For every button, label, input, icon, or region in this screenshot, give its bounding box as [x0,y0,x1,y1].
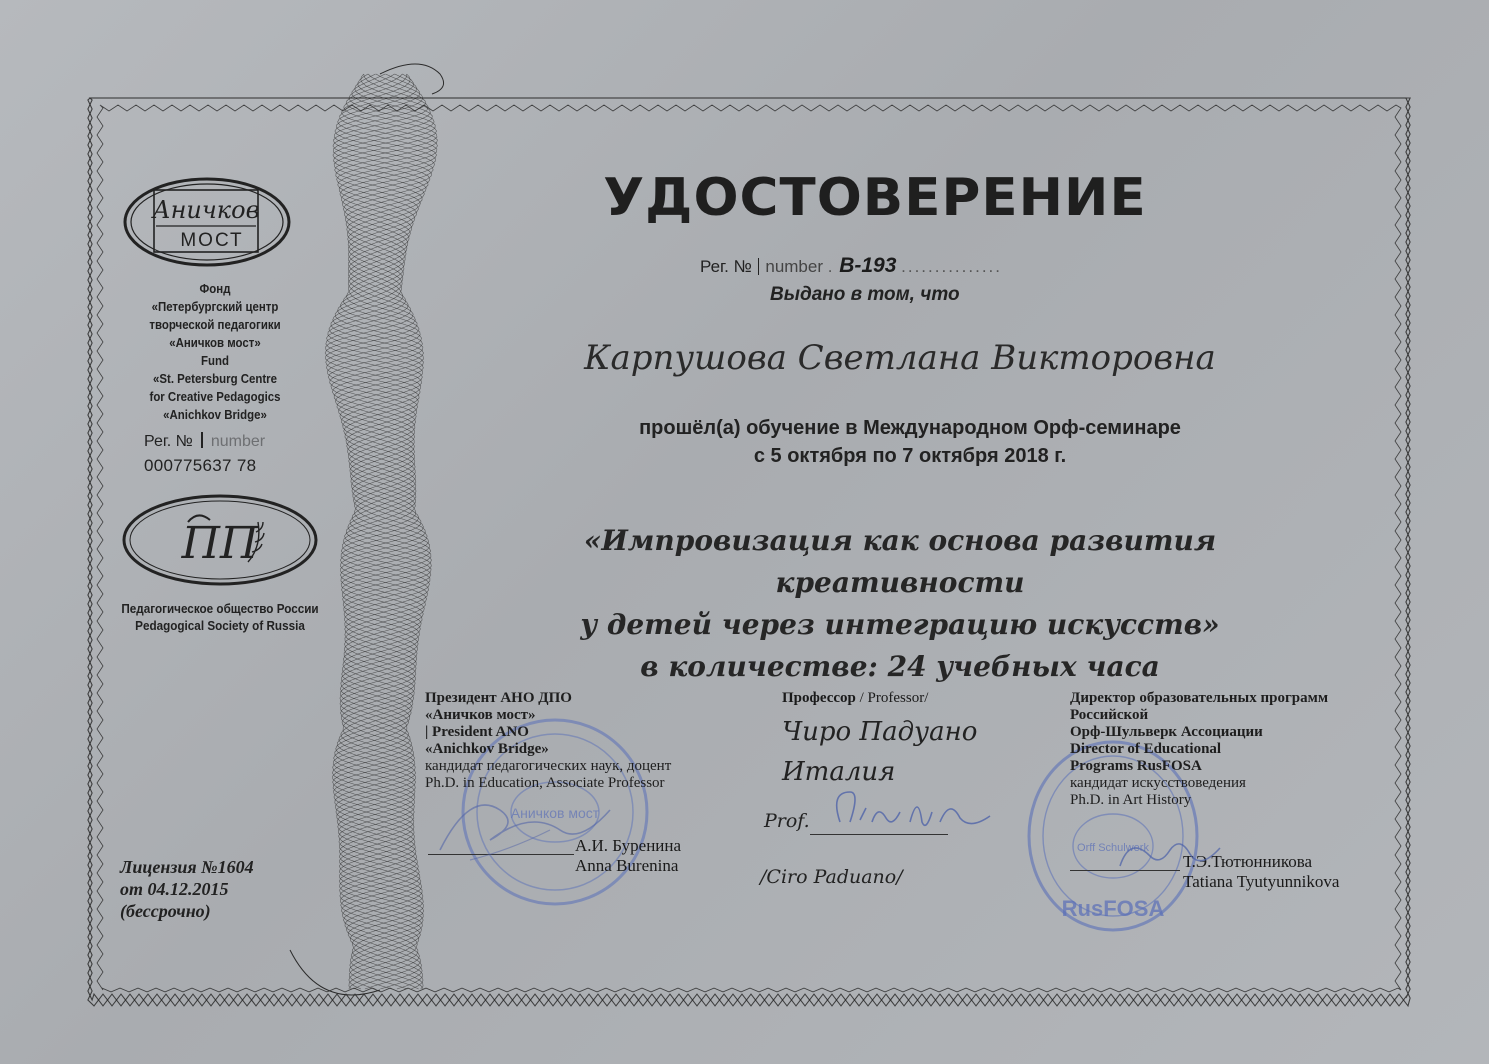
logo-anichkov-word: Аничков [152,196,260,224]
society-name [112,600,328,634]
society-line-en: Pedagogical Society of Russia [135,618,305,633]
professor-title-ru: Профессор [782,690,856,706]
fund-line: Fund [201,353,229,368]
main-registration [700,254,1002,278]
president-title-ru: Президент АНО ДПО [425,690,572,706]
left-reg-label: Рег. № [144,433,193,450]
director-org-ru-2: Орф-Шульверк Ассоциации [1070,724,1263,740]
president-degree-ru: кандидат педагогических наук, доцент [425,758,672,774]
main-reg-number-label: number [765,257,823,276]
president-signature-line [428,854,574,855]
fund-line: «Anichkov Bridge» [163,407,267,422]
president-name-en: Anna Burenina [575,856,679,875]
ribbon-strand [326,74,435,989]
course-title-line: «Импровизация как основа развития креативности [583,524,1217,599]
fund-line: «Аничков мост» [169,335,261,350]
left-reg-value: 000775637 78 [144,456,257,475]
president-title-en: | President ANO [425,724,529,740]
fund-line: for Creative Pedagogics [149,389,281,404]
professor-prof-label: Prof. [764,810,810,832]
ribbon-strand [330,74,438,989]
ribbon-strand [331,74,437,989]
course-title-line: у детей через интеграцию искусств» [580,608,1220,641]
logo-most-word: МОСТ [180,230,244,251]
fund-description [118,280,312,424]
stamp-left-text: Аничков мост [510,805,600,821]
ribbon-strand [326,74,433,989]
ribbon-strand [327,74,436,989]
main-reg-label: Рег. № [700,257,752,276]
fund-line: творческой педагогики [149,317,281,332]
director-name [1183,852,1339,892]
ribbon-strand [327,74,435,989]
society-line-ru: Педагогическое общество России [121,601,319,616]
license-date: от 04.12.2015 [120,879,229,899]
director-title-en: Director of Educational [1070,741,1222,757]
training-dates: с 5 октября по 7 октября 2018 г. [753,445,1067,467]
ribbon-strand [331,74,438,989]
license-term: (бессрочно) [120,901,211,921]
left-reg-number-label: number [210,433,266,450]
society-monogram: ПП [181,518,259,569]
ribbon-strand [329,74,437,989]
certificate-title: УДОСТОВЕРЕНИЕ [603,168,1147,228]
director-name-ru: Т.Э.Тютюнникова [1183,852,1313,871]
separator [201,432,203,448]
director-signature-line [1070,870,1180,871]
course-description [460,520,1340,688]
professor-title-en: / Professor/ [855,690,929,706]
license-info [120,856,320,922]
professor-title [782,690,928,707]
director-degree-ru: кандидат искусствоведения [1070,775,1246,791]
ribbon-strand [326,74,435,989]
professor-name-latin: /Ciro Paduano/ [760,866,903,888]
main-reg-value: В-193 [839,254,897,277]
professor-name: Чиро Падуано [782,717,978,747]
license-number: Лицензия №1604 [120,857,254,877]
fund-line: «St. Petersburg Centre [153,371,277,386]
director-org-en: Programs RusFOSA [1070,758,1202,774]
professor-country: Италия [782,757,896,787]
president-org-ru: «Аничков мост» [425,707,536,723]
stamp-right-outer: RusFOSA [1061,896,1165,921]
ribbon-bottom-curl [290,950,380,995]
dotted-leader: . [827,257,835,276]
ribbon-top-curl [380,64,444,94]
pedagogical-society-logo [120,492,320,588]
professor-signature-line [810,834,948,835]
president-degree-en: Ph.D. in Education, Associate Professor [425,775,665,791]
training-line: прошёл(а) обучение в Международном Орф-семинаре [639,417,1181,439]
president-org-en: «Anichkov Bridge» [425,741,549,757]
ribbon-strand [326,74,433,989]
ribbon-strand [326,74,432,989]
director-title-ru: Директор образовательных программ [1070,690,1329,706]
training-statement [520,414,1300,470]
ribbon-strand [328,74,437,989]
recipient-name: Карпушова Светлана Викторовна [584,338,1216,378]
president-name-ru: А.И. Буренина [575,836,682,855]
left-registration [144,432,265,451]
president-signature-block [425,690,745,792]
separator [758,258,760,275]
ribbon-strand [328,74,436,989]
director-org-ru-1: Российской [1070,707,1149,723]
fund-line: Фонд [199,281,231,296]
ribbon-strand [325,74,430,989]
director-degree-en: Ph.D. in Art History [1070,792,1192,808]
dotted-leader: ............... [901,257,1002,276]
fund-line: «Петербургский центр [151,299,279,314]
director-signature-block [1070,690,1400,809]
president-name [575,836,681,876]
course-hours: в количестве: 24 учебных часа [640,650,1160,683]
director-name-en: Tatiana Tyutyunnikova [1183,872,1340,891]
anichkov-most-logo [122,176,292,268]
stamp-right-inner: Orff Schulwerk [1077,842,1149,854]
professor-name-block [782,712,977,792]
issued-statement: Выдано в том, что [770,284,960,305]
